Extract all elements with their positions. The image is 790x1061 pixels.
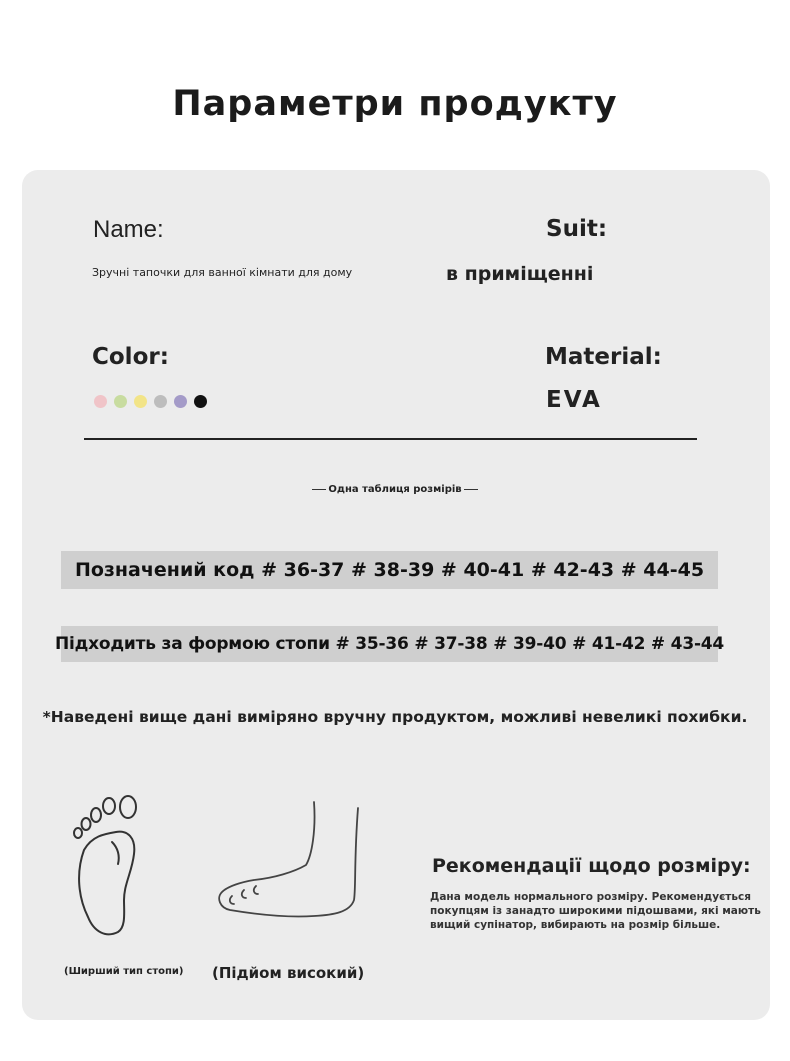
- foot-side-icon: [214, 800, 364, 925]
- caption-high-instep: (Підйом високий): [212, 964, 365, 982]
- measurement-note: *Наведені вище дані виміряно вручну продуктом, можливі невеликі похибки.: [42, 708, 748, 726]
- page-title: Параметри продукту: [172, 84, 618, 124]
- size-row-labeled-code: Позначений код # 36-37 # 38-39 # 40-41 # 42-43 # 44-45: [61, 551, 718, 589]
- size-row-foot-fit: Підходить за формою стопи # 35-36 # 37-38 # 39-40 # 41-42 # 43-44: [61, 626, 718, 662]
- color-swatch-green: [114, 395, 127, 408]
- caption-wide-foot: (Ширший тип стопи): [64, 966, 184, 977]
- name-value: Зручні тапочки для ванної кімнати для дому: [92, 266, 353, 279]
- color-swatch-black: [194, 395, 207, 408]
- name-label: Name:: [93, 216, 164, 243]
- color-swatch-gray: [154, 395, 167, 408]
- divider: [84, 438, 697, 440]
- suit-label: Suit:: [546, 216, 608, 242]
- color-swatch-pink: [94, 395, 107, 408]
- color-swatch-yellow: [134, 395, 147, 408]
- color-swatch-purple: [174, 395, 187, 408]
- foot-sole-icon: [66, 792, 146, 942]
- material-label: Material:: [545, 344, 662, 370]
- color-swatches: [94, 395, 207, 408]
- size-table-subtitle: [0, 484, 790, 495]
- recommendation-text: Дана модель нормального розміру. Рекомендується покупцям із занадто широкими підошвами, які мають вищий супінатор, вибирають на розмір більше.: [430, 891, 761, 931]
- suit-value: в приміщенні: [446, 263, 594, 285]
- color-label: Color:: [92, 344, 169, 370]
- material-value: EVA: [546, 387, 602, 413]
- recommendation-title: Рекомендації щодо розміру:: [432, 855, 751, 877]
- size-table-subtitle-text: Одна таблиця розмірів: [328, 484, 462, 495]
